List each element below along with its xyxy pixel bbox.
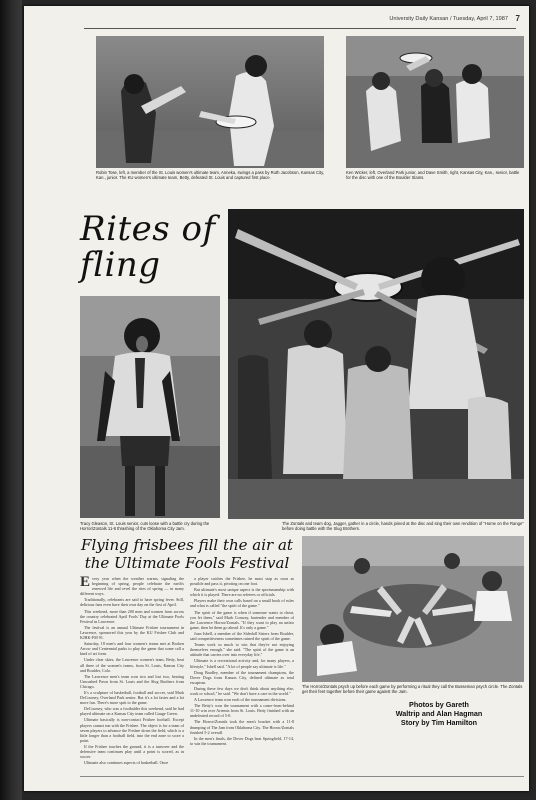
col2-para: During these few days we don't think about anything else, work or school," he said. "We don't have a care in the world." [190,685,294,696]
credit-line: Story by Tim Hamilton [400,718,478,727]
col2-para: Doug Bradley, member of the tournament champions, the Dover Dogs from Kansas City, defined ultimate as total escapism. [190,669,294,685]
psych-circle-photo [302,536,524,682]
col1-para: very year when the weather warms, signaling the beginning of spring, people celebrate the earth's renewed life and revel the rites of spring — in many different ways. [80,576,184,597]
page-number: 7 [515,14,520,23]
col2-para: Teams work so much to win that they're not enjoying themselves enough," she said. "The spirit of the game is an attitude that carries over into everyday life." [190,642,294,658]
masthead-text: University Daily Kansan / Tuesday, April 7, 1987 [389,16,508,22]
col2-para: a player catches the Frisbee, he must stop as soon as possible and pass it, pivoting on one foot. [190,576,294,587]
men-disc-battle-photo [346,36,524,168]
caption-left-middle: Tracy Gleason, St. Louis senior, cuts loose with a battle cry during the Horror/Zontals 11-8 thrashing of the Oklahoma City Jam. [80,521,210,531]
col1-para: The Lawrence men's team won two and lost two, beating Unwashed Pawn from St. Louis and the Slug Brothers from Chicago. [80,673,184,689]
women-ultimate-photo [96,36,324,168]
header-rule [84,28,516,29]
team-circle-photo [228,209,524,519]
battle-cry-photo [80,296,220,518]
col1-para: DeCoursey, who was a footbalder this weekend, said he had played ultimate on a Kansas City team called Gauge Green. [80,706,184,717]
col1-para: The festival is an annual Ultimate Frisbee tournament in Lawrence, sponsored this year by the KU Frisbee Club and KJHK-FM 91. [80,624,184,641]
col1-para: Traditionally, celebrants are said to have spring fever. Still, delirious fans even have their own day on the first of April. [80,597,184,608]
page-stack-edge [0,0,22,800]
col2-para: The Horror/Zontals took the men's bracket with a 11-8 thumping of The Jam from Oklahoma City. The Horror/Zontals finished 5-2 overall. [190,719,294,735]
bottom-rule [80,776,524,777]
col2-para: Ultimate is a recreational activity and, for many players, a lifestyle," Isbell said. "A lot of people say ultimate is life." [190,658,294,669]
story-column-2 [190,576,294,781]
caption-top-left: Robin Tose, left, a member of the St. Louis women's ultimate team, Anneka, swings a pass by Ruth Jacobson, Kansas City, Kan., junior. The KU women's ultimate team, Betty, defeated St. Louis and captured first place. [96,170,325,180]
caption-bottom-right: The Horror/Zontals psych up before each game by performing a ritual they call the Busseman psych circle. The Zontals get their feet together before their game against the Jam. [302,684,523,694]
col2-para: In the men's finals, the Dover Dogs beat Springfield, 17-14, to win the tournament. [190,735,294,746]
story-headline: Flying frisbees fill the air at the Ultimate Fools Festival [81,536,293,572]
col1-para: This weekend, more than 200 men and women from across the country celebrated April Fools' Day at the Ultimate Fools Festival in Lawrence. [80,608,184,624]
col2-para: A Lawrence team won each of the tournament divisions. [194,697,287,703]
caption-top-right: Ken Wicker, left, Overland Park junior, and Dave Smith, right, Kansas City, Kan., senior, battle for the disc with one of the Boulder Slams. [346,170,520,180]
col1-para: Ultimate also continues aspects of basketball. Once [84,760,169,766]
col2-para: The spirit of the game is when if someone wants to cheat, you let them," said Mark Conway, bartender and member of the Lawrence Horror/Zontals. "If they want to play an unfair game, then let them go ahead. It's only a game." [190,609,294,630]
story-kicker: Rites of fling [80,209,216,285]
col1-para: Under clear skies, the Lawrence women's team, Betty, beat all three of the women's teams, from St. Louis, Kansas City and Boulder, Colo. [80,657,184,673]
col2-para: The Betty's won the tournament with a come-from-behind 11-10 win over Artemis from St. Louis. Betty finished with an undefeated record of 5-0. [190,703,294,719]
page-header [94,14,522,28]
photo-story-credits [364,700,514,727]
col1-para: Saturday, 18 men's and four women's teams met at Broken Arrow and Centennial parks to play the game that some call a kind of art form. [80,641,184,657]
col2-para: Players make their own calls based on a small book of rules and what is called "the spirit of the game." [190,598,294,609]
story-column-1 [80,576,184,781]
col1-para: Ultimate basically is non-contact Frisbee football. Except players cannot run with the Frisbee. The object is for a team of seven players to advance the Frisbee down the field, which is a little longer than a football field, into the end zone to score a point. [80,717,184,743]
col2-para: But ultimate's most unique aspect is the sportsmanship with which it is played. There are no referees or officials. [190,587,294,598]
caption-center-middle: The Zontals and team dog, Jagger, gather in a circle, hands joined at the disc and sing their own rendition of "Home on the Range" before doing battle with the Slug Brothers. [282,521,524,531]
drop-cap: E [80,576,91,590]
credit-line: Waltrip and Alan Hagman [395,709,483,718]
credit-line: Photos by Gareth [409,700,469,709]
col1-para: It's a sculpture of basketball, football and soccer, said Mark DeCoursey, Overland Park senior. But it's a lot faster and a lot more fun. There's more sprit to the game. [80,689,184,706]
newspaper-page [24,6,529,791]
col1-para: If the Frisbee touches the ground, it is a turnover and the defensive team continues play until a point is scored, as in soccer. [80,743,184,760]
col2-para: Joan Isbell, a member of the Sidedoll Sisters from Boulder, said competitiveness sometimes ruined the spirit of the game. [190,630,294,642]
